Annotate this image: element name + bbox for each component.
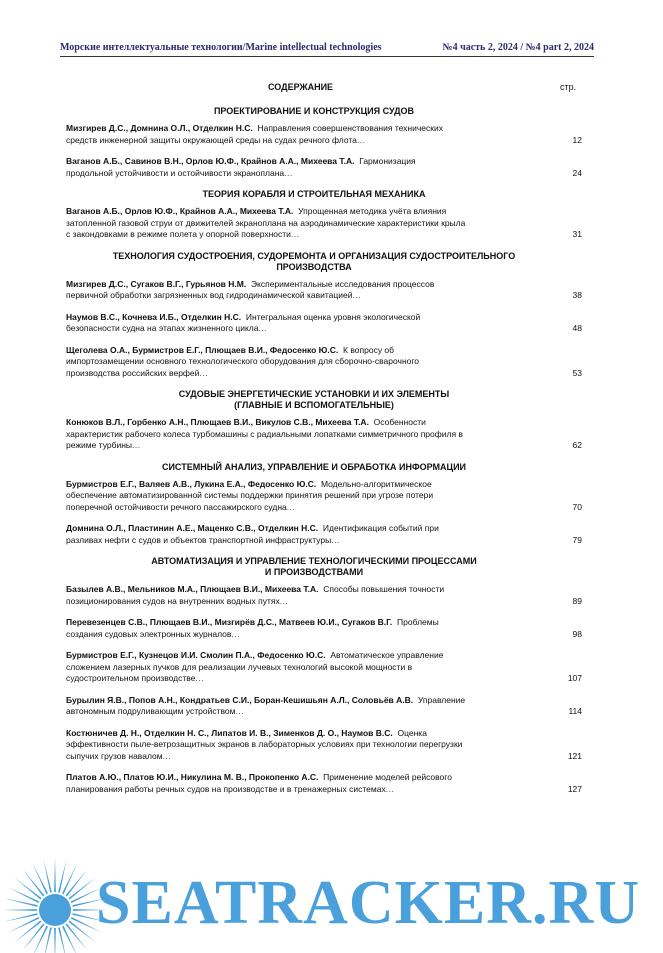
entry-authors: Мизгирев Д.С., Домнина О.Л., Отделкин Н.С.: [66, 123, 253, 133]
sun-ray: [32, 863, 48, 894]
section-heading-line: АВТОМАТИЗАЦИЯ И УПРАВЛЕНИЕ ТЕХНОЛОГИЧЕСКИМИ ПРОЦЕССАМИ: [151, 556, 477, 566]
toc-entry[interactable]: [66, 279, 582, 302]
sun-ray: [62, 926, 78, 953]
dot-leader: ...: [199, 367, 208, 378]
entry-title-text: Упрощенная методика учёта влияния: [298, 206, 447, 216]
toc-entry[interactable]: [66, 479, 582, 514]
entry-line: [66, 784, 542, 796]
sun-core: [39, 894, 71, 926]
entry-title-text: с закондовками в режиме полета у опорной поверхности: [66, 229, 291, 239]
sun-ray: [54, 858, 56, 892]
dot-leader: ...: [385, 783, 395, 794]
entry-line: [66, 490, 542, 502]
sun-ray: [8, 917, 39, 933]
entry-title-text: сложением лазерных пучков для реализации лучевых технологий высокой мощности в: [66, 661, 413, 672]
dot-leader: ...: [286, 501, 296, 512]
entry-page-number: 38: [572, 290, 582, 300]
entry-authors: Платов А.Ю., Платов Ю.И., Никулина М. В., Прокопенко А.С.: [66, 772, 319, 782]
section-heading-line: (ГЛАВНЫЕ И ВСПОМОГАТЕЛЬНЫЕ): [234, 400, 394, 410]
entry-line: [66, 279, 542, 291]
entry-authors: Наумов В.С., Кочнева И.Б., Отделкин Н.С.: [66, 311, 242, 322]
entry-title-text: характеристик рабочего колеса турбомашины с радиальными лопатками симметричного профиля в: [66, 428, 463, 439]
entry-line: [66, 168, 542, 180]
dot-leader: ...: [279, 595, 289, 606]
entry-line: [66, 535, 542, 547]
toc-entry[interactable]: [66, 728, 582, 763]
toc-entry[interactable]: [66, 417, 582, 452]
entry-line: [66, 135, 542, 147]
entry-page-number: 114: [568, 706, 582, 716]
sun-ray: [54, 928, 56, 953]
entry-line: [66, 650, 542, 662]
entry-line: [66, 429, 542, 441]
entry-authors: Мизгирев Д.С., Сугаков В.Г., Гурьянов Н.М.: [66, 278, 247, 289]
entry-title-text: Способы повышения точности: [323, 584, 445, 594]
dot-leader: ...: [290, 229, 300, 239]
dot-leader: ...: [356, 134, 366, 145]
dot-leader: ...: [331, 534, 340, 545]
entry-title-text: поперечной остойчивости речного пассажирского судна: [66, 501, 287, 512]
entry-line: [66, 368, 542, 380]
entry-page-number: 12: [572, 134, 582, 145]
contents-title: СОДЕРЖАНИЕ: [268, 82, 334, 92]
entry-line: [66, 323, 542, 335]
entry-line: [66, 695, 542, 707]
entry-page-number: 31: [572, 229, 582, 239]
dot-leader: ...: [132, 440, 141, 450]
sun-ray: [3, 909, 37, 911]
entry-title-text: Применение моделей рейсового: [323, 772, 452, 782]
entry-line: [66, 290, 542, 302]
entry-title-text: Экспериментальные исследования процессов: [250, 278, 435, 289]
entry-title-text: Управление: [417, 694, 466, 705]
entry-line: [66, 617, 542, 629]
entry-title-text: создания судовых электронных журналов: [66, 628, 232, 639]
entry-line: [66, 206, 542, 218]
section-heading-line: СУДОВЫЕ ЭНЕРГЕТИЧЕСКИЕ УСТАНОВКИ И ИХ ЭЛЕМЕНТЫ: [178, 389, 450, 399]
toc-entry[interactable]: [66, 123, 582, 146]
entry-page-number: 48: [572, 323, 582, 333]
entry-title-text: Проблемы: [397, 617, 439, 627]
toc-entry[interactable]: [66, 650, 582, 685]
toc-entry[interactable]: [66, 772, 582, 795]
entry-authors: Конюков В.Л., Горбенко А.Н., Плющаев В.И., Викулов С.В., Михеева Т.А.: [66, 417, 369, 427]
toc-entry[interactable]: [66, 695, 582, 718]
entry-line: [66, 356, 542, 368]
section-heading: [66, 251, 582, 273]
entry-title-text: разливах нефти с судов и объектов транспортной инфраструктуры: [66, 534, 332, 545]
issue-number: №4 часть 2, 2024 / №4 part 2, 2024: [442, 42, 594, 53]
toc-entry[interactable]: [66, 206, 582, 241]
entry-title-text: эффективности пыле-ветрозащитных экранов в лабораторных условиях при технологии перегрузки: [66, 739, 463, 749]
section-heading: [66, 556, 582, 578]
entry-page-number: 53: [572, 367, 582, 378]
entry-title-text: затопленной газовой струи от движителей экраноплана на аэродинамические характеристики крыла: [66, 217, 466, 228]
entry-page-number: 24: [572, 167, 582, 178]
entry-title-text: обеспечение автоматизированной системы поддержки принятия решений при угрозе потери: [66, 490, 434, 500]
page-column-label: стр.: [560, 82, 577, 92]
toc-entry[interactable]: [66, 312, 582, 335]
section-heading-line: ПРОЕКТИРОВАНИЕ И КОНСТРУКЦИЯ СУДОВ: [213, 106, 415, 116]
entry-authors: Ваганов А.Б., Орлов Ю.Ф., Крайнов А.А., Михеева Т.А.: [66, 206, 294, 216]
entry-line: [66, 706, 542, 718]
entry-authors: Базылев А.В., Мельников М.А., Плющаев В.И., Михеева Т.А.: [66, 584, 319, 594]
journal-name: Морские интеллектуальные технологии/Marine intellectual technologies: [60, 42, 382, 53]
dot-leader: ...: [235, 706, 245, 716]
entry-line: [66, 312, 542, 324]
entry-authors: Костюничев Д. Н., Отделкин Н. С., Липатов И. В., Зименков Д. О., Наумов В.С.: [66, 727, 393, 738]
entry-title-text: планирования работы речных судов на производстве и в тренажерных системах: [66, 783, 386, 794]
entry-title-text: Оценка: [397, 727, 427, 738]
entry-line: [66, 739, 542, 751]
entry-title-text: сыпучих грузов навалом: [66, 750, 163, 761]
section-heading-line: И ПРОИЗВОДСТВАМИ: [264, 567, 364, 577]
entry-title-text: Особенности: [373, 417, 426, 427]
entry-authors: Ваганов А.Б., Савинов В.Н., Орлов Ю.Ф., Крайнов А.А., Михеева Т.А.: [66, 156, 355, 166]
entry-title-text: Автоматическое управление: [330, 650, 444, 660]
entry-page-number: 107: [567, 673, 582, 683]
section-heading: [66, 189, 582, 200]
entry-title-text: средств инженерной защиты окружающей среды на судах речного флота: [66, 134, 357, 145]
entry-title-text: режиме турбины: [66, 440, 133, 450]
entry-line: [66, 229, 542, 241]
entry-authors: Домнина О.Л., Пластинин А.Е., Маценко С.В., Отделкин Н.С.: [66, 523, 319, 533]
dot-leader: ...: [258, 323, 268, 333]
entry-line: [66, 596, 542, 608]
dot-leader: ...: [352, 290, 362, 300]
entry-title-text: Идентификация событий при: [322, 523, 439, 533]
entry-line: [66, 479, 542, 491]
table-of-contents: [66, 100, 582, 805]
entry-title-text: Модельно-алгоритмическое: [320, 478, 432, 489]
entry-line: [66, 218, 542, 230]
entry-line: [66, 440, 542, 452]
entry-line: [66, 673, 542, 685]
dot-leader: ...: [162, 750, 172, 761]
entry-line: [66, 728, 542, 740]
entry-authors: Бурылин Я.В., Попов А.Н., Кондратьев С.И., Боран-Кешишьян А.Л., Соловьёв А.В.: [66, 694, 414, 705]
entry-title-text: автономным подруливающим устройством: [66, 706, 236, 716]
entry-line: [66, 772, 542, 784]
sun-ray: [32, 926, 48, 953]
section-heading-line: ПРОИЗВОДСТВА: [276, 261, 352, 272]
entry-authors: Щеголева О.А., Бурмистров Е.Г., Плющаев В.И., Федосенко Ю.С.: [66, 344, 339, 355]
toc-entry[interactable]: [66, 156, 582, 179]
entry-title-text: производства российских верфей: [66, 367, 200, 378]
entry-line: [66, 502, 542, 514]
sun-burst-icon: [3, 858, 107, 953]
entry-title-text: продольной устойчивости и остойчивости экраноплана: [66, 167, 285, 178]
entry-page-number: 127: [567, 783, 582, 794]
toc-entry[interactable]: [66, 345, 582, 380]
entry-line: [66, 751, 542, 763]
section-heading: [66, 462, 582, 473]
entry-line: [66, 156, 542, 168]
entry-line: [66, 417, 542, 429]
entry-title-text: первичной обработки загрязненных вод гидродинамической кавитацией: [66, 290, 353, 300]
sun-ray: [8, 887, 39, 903]
entry-authors: Перевезенцев С.В., Плющаев В.И., Мизгирёв Д.С., Матвеев Ю.И., Сугаков В.Г.: [66, 617, 393, 627]
toc-entry[interactable]: [66, 617, 582, 640]
entry-line: [66, 523, 542, 535]
entry-line: [66, 584, 542, 596]
entry-page-number: 79: [572, 534, 582, 545]
entry-page-number: 70: [572, 501, 582, 512]
toc-entry[interactable]: [66, 584, 582, 607]
running-header: [60, 42, 594, 53]
sun-ray: [62, 863, 78, 894]
dot-leader: ...: [195, 673, 205, 683]
entry-title-text: импортозамещении основного технологического оборудования для сборочно-сварочного: [66, 356, 420, 366]
dot-leader: ...: [231, 628, 241, 639]
section-heading: [66, 106, 582, 117]
watermark-text: SEATRACKER.RU: [96, 869, 641, 937]
entry-page-number: 89: [572, 595, 582, 606]
entry-title-text: Направления совершенствования технических: [257, 123, 443, 133]
entry-line: [66, 123, 542, 135]
entry-title-text: судостроительном производстве: [66, 673, 196, 683]
entry-title-text: Интегральная оценка уровня экологической: [245, 311, 421, 322]
entry-line: [66, 662, 542, 674]
entry-authors: Бурмистров Е.Г., Кузнецов И.И. Смолин П.А., Федосенко Ю.С.: [66, 650, 326, 660]
section-heading-line: ТЕОРИЯ КОРАБЛЯ И СТРОИТЕЛЬНАЯ МЕХАНИКА: [202, 189, 426, 199]
entry-line: [66, 629, 542, 641]
toc-entry[interactable]: [66, 523, 582, 546]
entry-title-text: К вопросу об: [343, 344, 395, 355]
entry-title-text: безопасности судна на этапах жизненного цикла: [66, 323, 259, 333]
header-rule: [60, 56, 594, 57]
entry-page-number: 121: [567, 750, 582, 761]
entry-page-number: 62: [572, 440, 582, 450]
entry-title-text: позиционирования судов на внутренних водных путях: [66, 595, 280, 606]
section-heading-line: ТЕХНОЛОГИЯ СУДОСТРОЕНИЯ, СУДОРЕМОНТА И ОРГАНИЗАЦИЯ СУДОСТРОИТЕЛЬНОГО: [112, 250, 516, 261]
section-heading: [66, 389, 582, 411]
entry-title-text: Гармонизация: [359, 156, 416, 166]
entry-page-number: 98: [572, 628, 582, 639]
entry-authors: Бурмистров Е.Г., Валяев А.В., Лукина Е.А., Федосенко Ю.С.: [66, 478, 317, 489]
section-heading-line: СИСТЕМНЫЙ АНАЛИЗ, УПРАВЛЕНИЕ И ОБРАБОТКА ИНФОРМАЦИИ: [161, 461, 467, 472]
dot-leader: ...: [284, 167, 293, 178]
entry-line: [66, 345, 542, 357]
